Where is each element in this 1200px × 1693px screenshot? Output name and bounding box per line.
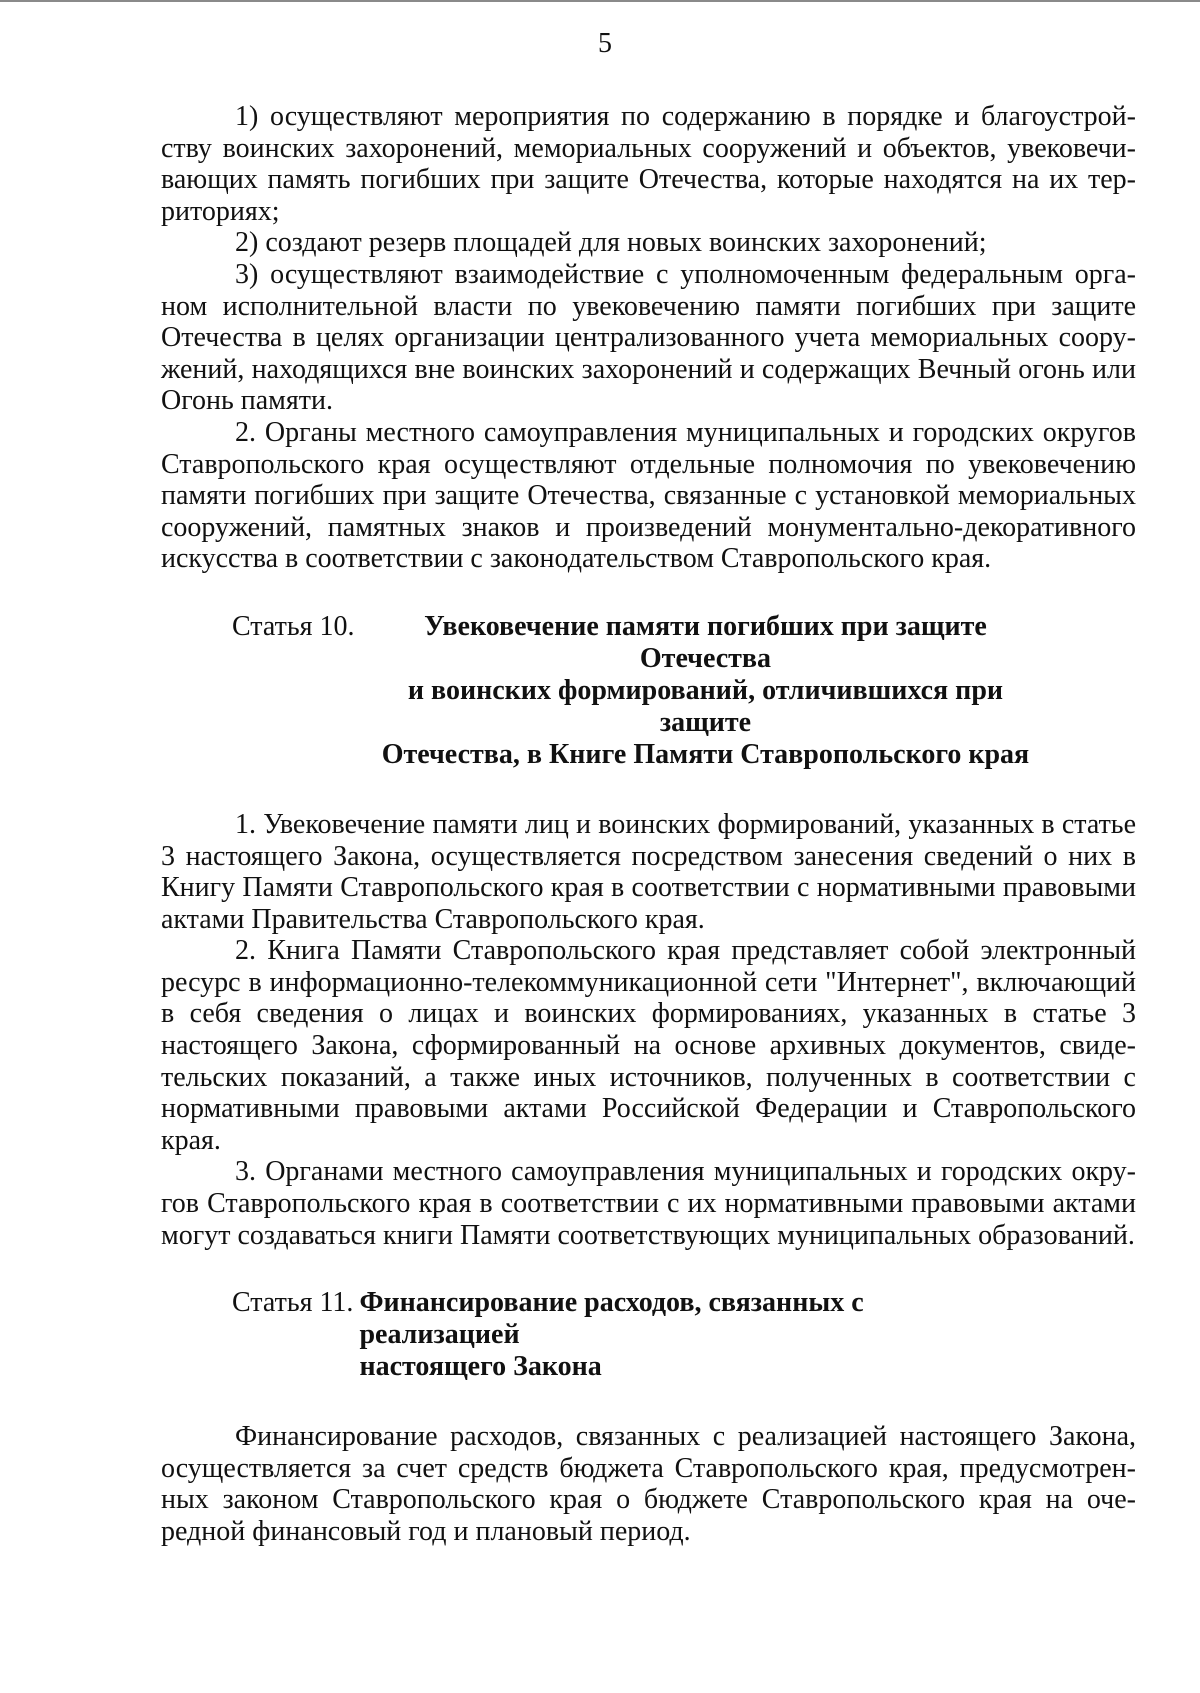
paragraph: 1. Увековечение памяти лиц и воинских формирований, указанных в статье 3 настоящего Закона, осуществляется посредством занесения сведений о них в Книгу Памяти Ставропольского края в соответствии с нормативными правовыми актами Правительства Ставропольского края. [161,808,1136,935]
article-title-line: настоящего Закона [359,1351,602,1383]
paragraph: 2. Книга Памяти Ставропольского края представляет собой электронный ресурс в информационно-телекоммуникационной сети "Интернет", включающий в себя сведения о лицах и воинских формированиях, указанных в статье 3 настоящего Закона, сформированный на основе архивных документов, свидетельских показаний, а также иных источников, полученных в соответствии с нормативными правовыми актами Российской Федерации и Ставропольского края. [161,935,1136,1156]
article-label: Статья 11. [232,1287,354,1319]
top-rule [0,0,1200,2]
article-title-line: Финансирование расходов, связанных с реализацией [359,1287,864,1351]
article-11-heading [232,1287,1136,1383]
article-10-heading [232,611,1136,771]
document-body [161,101,1136,1548]
paragraph: 2. Органы местного самоуправления муниципальных и городских округов Ставропольского края осуществляют отдельные полномочия по увековечению памяти погибших при защите Отечества, связанные с установкой мемориальных сооружений, памятных знаков и произведений монументально-декоративного искусства в соответствии с законодательством Ставропольского края. [161,416,1136,575]
article-title-line: Увековечение памяти погибших при защите Отечества [424,610,987,674]
paragraph: 2) создают резерв площадей для новых воинских захоронений; [235,227,987,259]
page-number: 5 [598,28,612,59]
article-label: Статья 10. [232,610,355,642]
paragraph: Финансирование расходов, связанных с реализацией настоящего Закона, осуществляется за счет средств бюджета Ставропольского края, предусмотренных законом Ставропольского края о бюджете Ставропольского края на очередной финансовый год и плановый период. [161,1421,1136,1547]
paragraph: 3. Органами местного самоуправления муниципальных и городских округов Ставропольского края в соответствии с их нормативными правовыми актами могут создаваться книги Памяти соответствующих муниципальных образований. [161,1156,1136,1251]
article-title-line: Отечества, в Книге Памяти Ставропольского края [381,738,1030,770]
paragraph: 3) осуществляют взаимодействие с уполномоченным федеральным органом исполнительной власти по увековечению памяти погибших при защите Отечества в целях организации централизованного учета мемориальных сооружений, находящихся вне воинских захоронений и содержащих Вечный огонь или Огонь памяти. [161,258,1136,417]
article-title [359,1287,1019,1383]
article-title-line: и воинских формирований, отличившихся при защите [407,674,1004,738]
article-title [360,611,1050,771]
paragraph: 1) осуществляют мероприятия по содержанию в порядке и благоустройству воинских захоронений, мемориальных сооружений и объектов, увековечивающих память погибших при защите Отечества, которые находятся на их территориях; [161,101,1136,227]
